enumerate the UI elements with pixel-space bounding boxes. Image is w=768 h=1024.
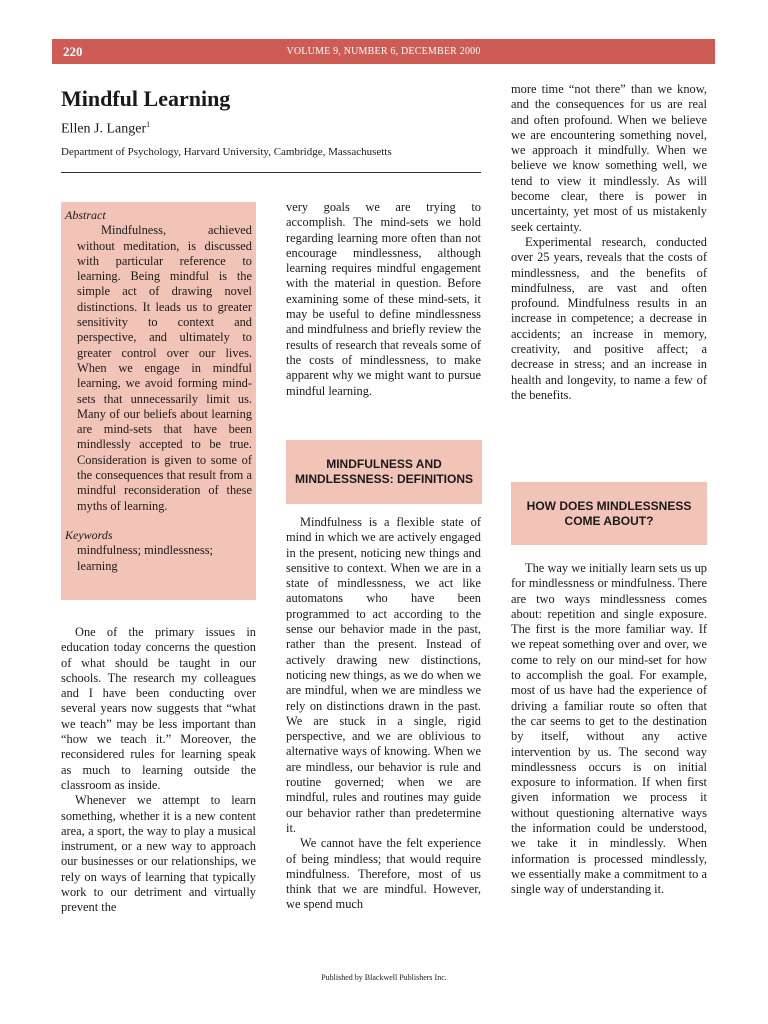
body-paragraph: more time “not there” than we know, and the consequences for us are real and often profound. When we believe we are encountering something novel, we approach it mindfully. When we believe we know something well, we tend to view it mindlessly. As will become clear, there is power in uncertainty, yet most of us mistakenly seek certainty.: [511, 82, 707, 234]
keywords-text: mindfulness; mindlessness; learning: [77, 543, 213, 573]
section-heading-definitions: MINDFULNESS AND MINDLESSNESS: DEFINITIONS: [286, 440, 482, 504]
journal-info: VOLUME 9, NUMBER 6, DECEMBER 2000: [286, 46, 481, 57]
affiliation: Department of Psychology, Harvard University, Cambridge, Massachusetts: [61, 146, 392, 158]
body-paragraph: Mindfulness is a flexible state of mind in which we are actively engaged in the present, noticing new things and sensitive to context. When we are in a state of mindlessness, we act like automatons who have been programmed to act according to the sense our behavior made in the past, rather than the present. Instead of actively drawing new distinctions, noticing new things, as we do when we are mindful, when we are mindless we rely on distinctions drawn in the past. We are stuck in a single, rigid perspective, and we are oblivious to alternative ways of knowing. When we are mindless, our behavior is rule and routine governed; when we are mindful, rules and routines may guide our behavior rather than predetermine it.: [286, 515, 481, 835]
author-name: Ellen J. Langer: [61, 121, 147, 137]
publisher-footer: Published by Blackwell Publishers Inc.: [321, 973, 447, 982]
article-title: Mindful Learning: [61, 86, 231, 111]
keywords-label: Keywords: [65, 527, 113, 542]
page-number: 220: [63, 44, 83, 59]
body-column-2-bottom: [286, 515, 481, 913]
body-column-1: [61, 625, 256, 916]
body-paragraph: The way we initially learn sets us up for mindlessness or mindfulness. There are two ways mindlessness comes about: repetition and single exposure. The first is the more familiar way. If we repeat something over and over, we come to rely on our mind-set for how to accomplish the goal. For example, most of us have had the experience of driving a familiar route so often that the car seems to get to the destination by itself, without any active intervention by us. The second way mindlessness occurs is on initial exposure to information. If when first given information we process it without questioning alternative ways the information could be understood, we take it in mindlessly. When information is processed mindlessly, we essentially make a commitment to a single way of understanding it.: [511, 561, 707, 897]
author-line: [61, 120, 150, 138]
author-footnote-marker: 1: [146, 120, 151, 129]
body-paragraph: Whenever we attempt to learn something, whether it is a new content area, a sport, the way to play a musical instrument, or a new way to approach our businesses or our relationships, we rely on ways of learning that typically work to our detriment and virtually prevent the: [61, 793, 256, 915]
title-divider: [61, 172, 481, 173]
abstract-label: Abstract: [65, 208, 106, 222]
journal-header-bar: [52, 39, 715, 64]
abstract-text: Mindfulness, achieved without meditation, is discussed with particular reference to learning. Being mindful is the simple act of drawing novel distinctions. It leads us to greater sensitivity to context and perspective, and ultimately to greater control over our lives. When we engage in mindful learning, we avoid forming mind-sets that unnecessarily limit us. Many of our beliefs about learning are mind-sets that have been mindlessly accepted to be true. Consideration is given to some of the consequences that result from a mindful reconsideration of these myths of learning.: [77, 223, 252, 513]
body-column-3-top: [511, 82, 707, 403]
body-paragraph: We cannot have the felt experience of being mindless; that would require mindfulness. Therefore, most of us think that we are mindful. However, we spend much: [286, 836, 481, 912]
body-paragraph: One of the primary issues in education today concerns the question of what should be taught in our schools. The research my colleagues and I have been conducting over several years now suggests that “what we teach” may be less important than “how we teach it.” Moreover, the reconsidered rules for learning speak as much to learning outside the classroom as inside.: [61, 625, 256, 792]
body-column-2-top: [286, 200, 481, 399]
abstract-box: [61, 202, 256, 600]
section-heading-how-mindlessness: HOW DOES MINDLESSNESS COME ABOUT?: [511, 482, 707, 545]
body-paragraph: very goals we are trying to accomplish. The mind-sets we hold regarding learning more often than not encourage mindlessness, although learning requires mindful engagement with the material in question. Before examining some of these mind-sets, it may be useful to define mindlessness and mindfulness and briefly review the results of research that reveals some of the costs of mindlessness, to make apparent why we might want to pursue mindful learning.: [286, 200, 481, 398]
body-column-3-bottom: [511, 561, 707, 898]
body-paragraph: Experimental research, conducted over 25 years, reveals that the costs of mindlessness, and the benefits of mindfulness, are vast and often profound. Mindfulness results in an increase in competence; a decrease in accidents; an increase in memory, creativity, and positive affect; a decrease in stress; and an increase in health and longevity, to name a few of the benefits.: [511, 234, 707, 402]
